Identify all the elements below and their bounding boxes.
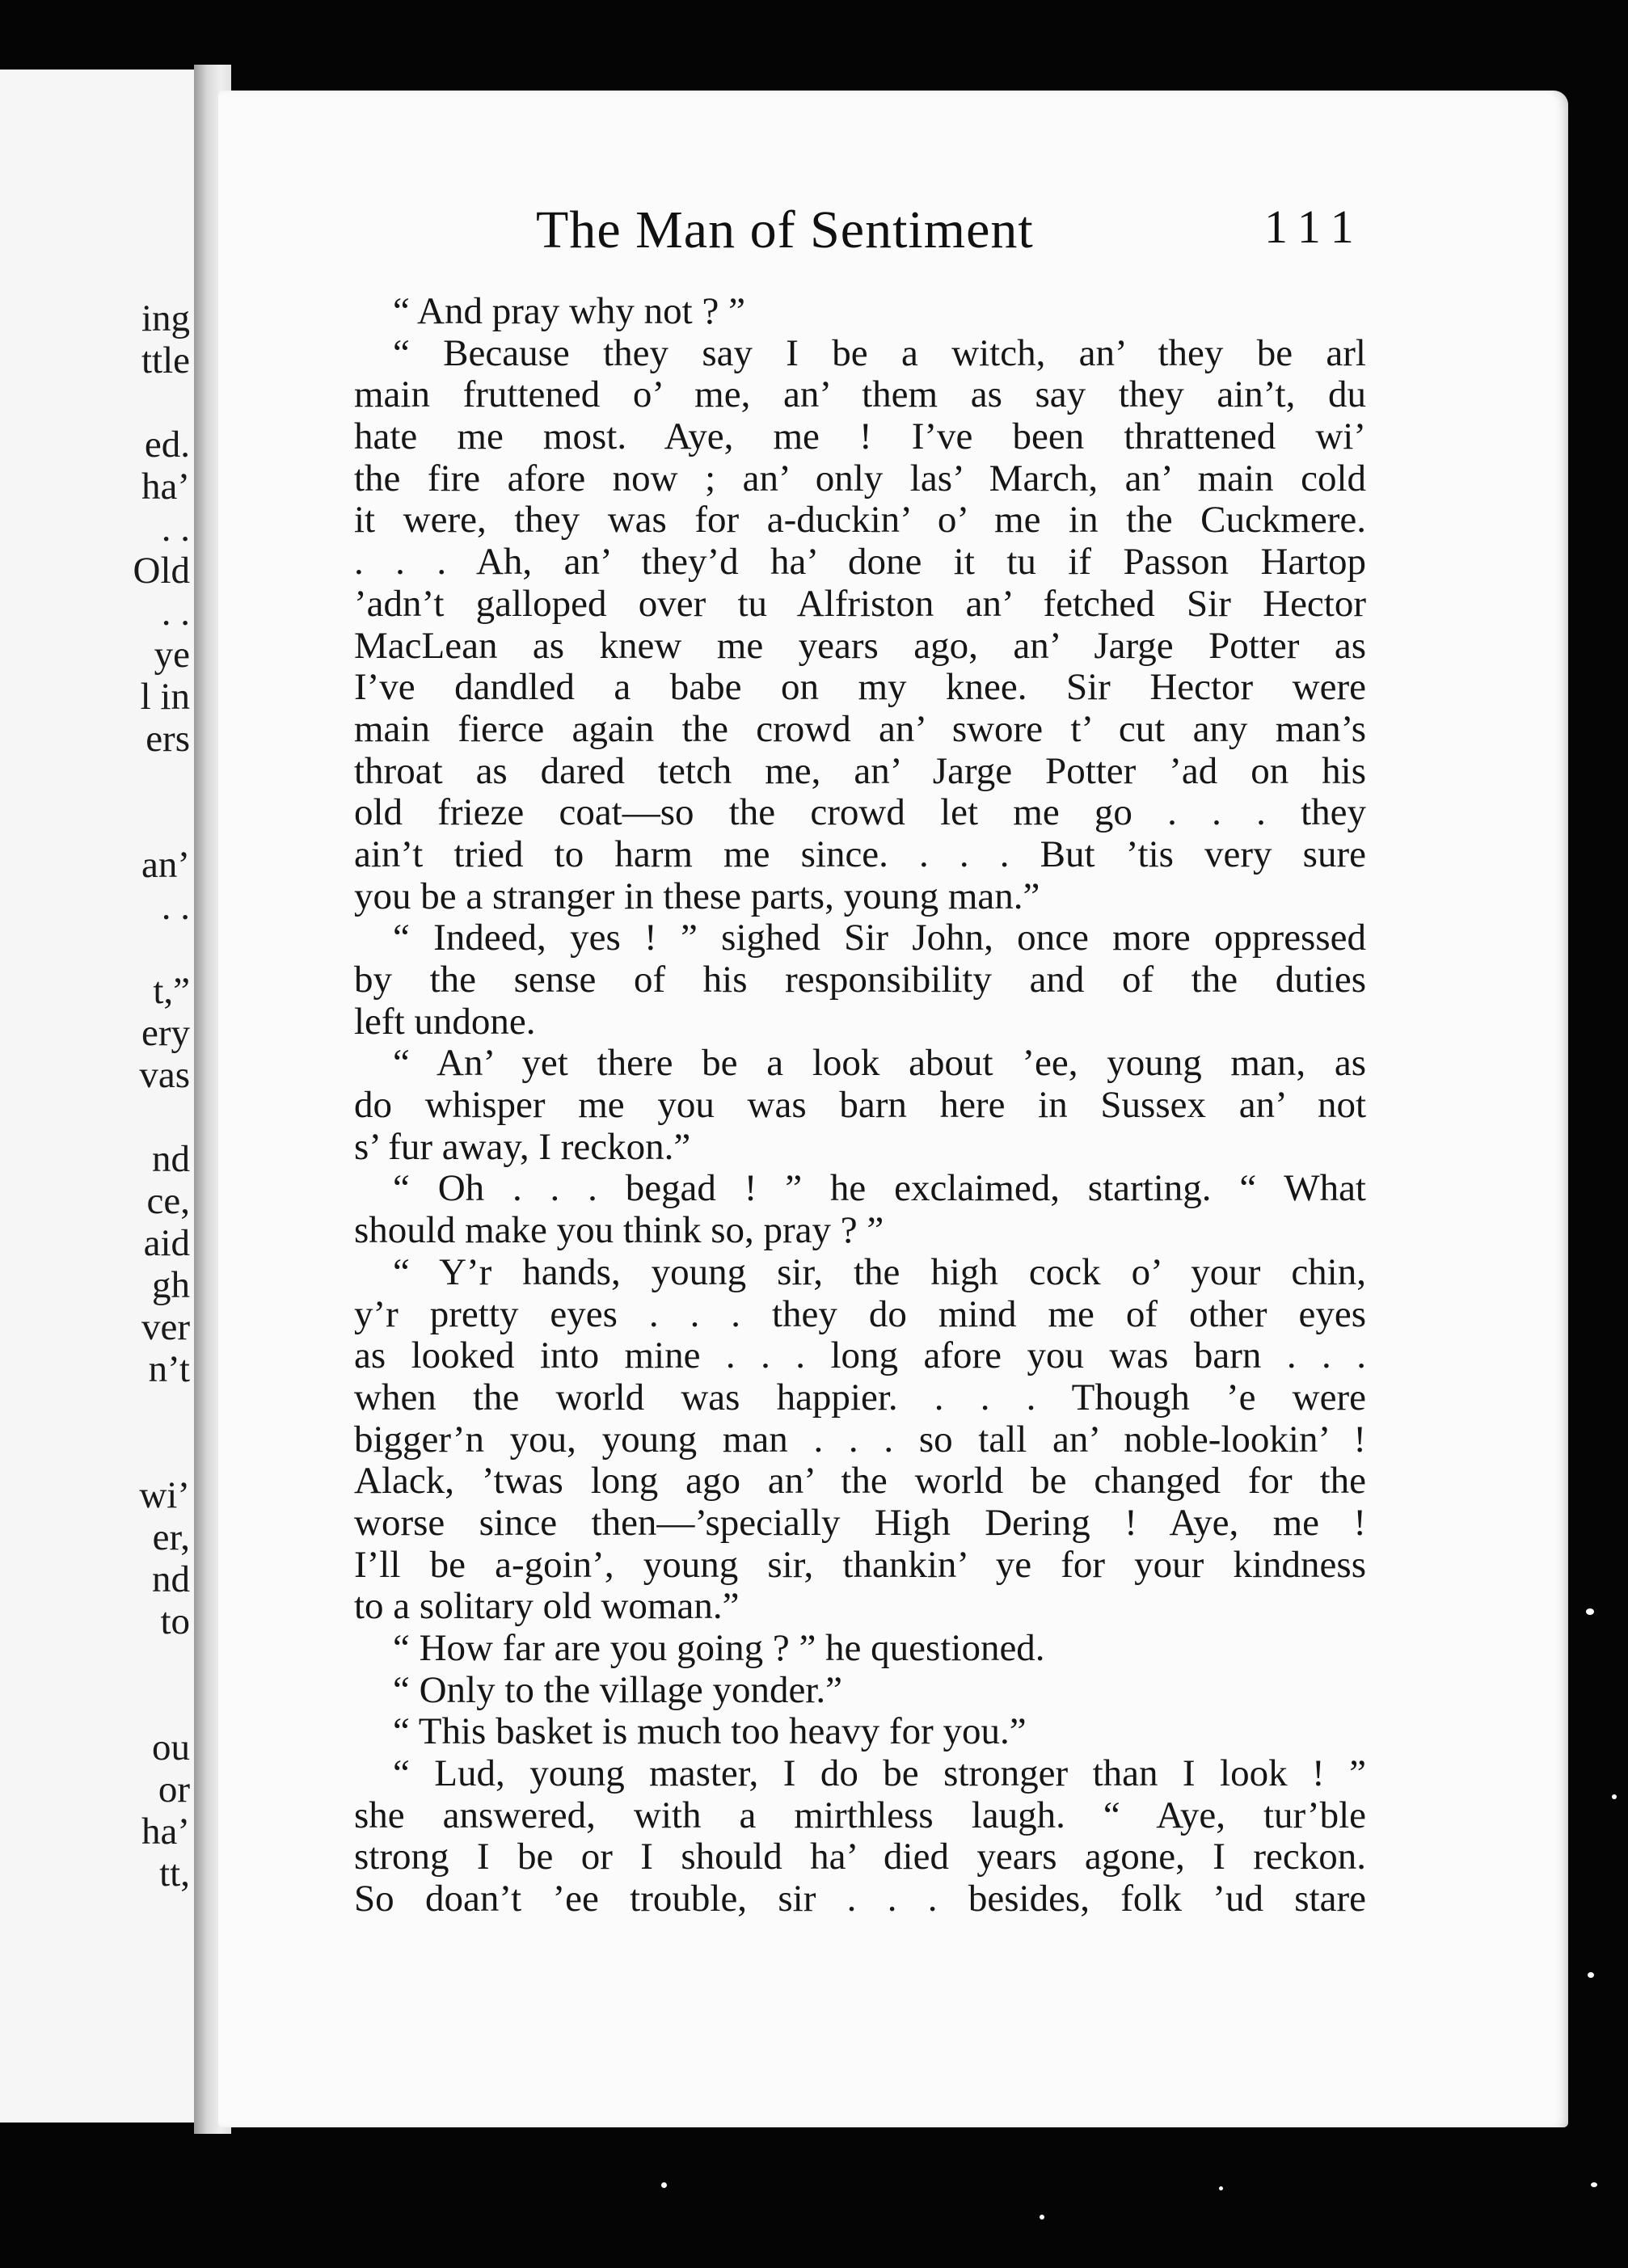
text-line: old frieze coat—so the crowd let me go . . . they [354,791,1366,834]
text-line: throat as dared tetch me, an’ Jarge Potter ’ad on his [354,749,1366,792]
text-line: strong I be or I should ha’ died years agone, I reckon. [354,1836,1366,1878]
left-page-fragment: er, [152,1516,190,1558]
running-header [218,200,1572,272]
left-page-fragment: ers [146,718,190,760]
text-line: hate me most. Aye, me ! I’ve been thrattened wi’ [354,415,1366,458]
page-number: 111 [1264,200,1365,253]
left-page-fragment: to [160,1600,190,1642]
left-page-fragment: aid [143,1222,190,1264]
left-page-fragment: an’ [141,844,190,886]
dust-speck [1588,1972,1594,1978]
left-page-fragment: ver [141,1306,190,1348]
text-line: when the world was happier. . . . Though ’e were [354,1376,1366,1419]
text-line: you be a stranger in these parts, young man.” [354,875,1040,917]
dust-speck [1591,2182,1597,2187]
text-line: “ An’ yet there be a look about ’ee, young man, as [393,1042,1366,1085]
left-page-fragment: ha’ [141,466,190,508]
text-line: do whisper me you was barn here in Sussex an’ not [354,1084,1366,1127]
text-line: I’ve dandled a babe on my knee. Sir Hector were [354,666,1366,709]
left-page-fragment: wi’ [139,1474,190,1516]
left-page-edge [0,70,199,2123]
text-line: main fruttened o’ me, an’ them as say they ain’t, du [354,373,1366,416]
text-line: “ Only to the village yonder.” [393,1668,843,1711]
dust-speck [1219,2186,1223,2190]
left-page-fragment: ttle [141,339,190,382]
left-page-fragment: nd [152,1138,190,1180]
left-page-fragment: or [158,1768,190,1811]
text-line: “ Y’r hands, young sir, the high cock o’ your chin, [393,1250,1366,1293]
right-page [218,91,1568,2127]
dust-speck [1040,2215,1044,2220]
text-line: by the sense of his responsibility and of the duties [354,959,1366,1001]
text-line: “ And pray why not ? ” [393,290,745,332]
text-line: to a solitary old woman.” [354,1585,740,1628]
text-line: as looked into mine . . . long afore you was barn . . . [354,1334,1366,1377]
text-line: “ Oh . . . begad ! ” he exclaimed, starting. “ What [393,1167,1366,1210]
text-line: “ How far are you going ? ” he questioned. [393,1627,1045,1669]
left-page-fragment: ery [141,1012,190,1054]
left-page-fragment: Old [133,550,190,592]
dust-speck [661,2182,667,2188]
text-line: left undone. [354,1000,536,1043]
left-page-fragment: nd [152,1558,190,1600]
text-line: MacLean as knew me years ago, an’ Jarge Potter as [354,624,1366,667]
running-title: The Man of Sentiment [536,200,1034,259]
text-line: “ Because they say I be a witch, an’ they be arl [393,331,1366,374]
left-page-fragment: gh [152,1264,190,1306]
left-page-fragment: . . [161,592,190,634]
left-page-fragment: ing [141,297,190,339]
body-text [354,291,1366,1920]
text-line: s’ fur away, I reckon.” [354,1125,691,1168]
left-page-fragment: ou [152,1726,190,1768]
left-page-fragment: tt, [159,1853,190,1895]
dust-speck [1612,1794,1617,1799]
left-page-fragment: ed. [144,424,190,466]
text-line: worse since then—’specially High Dering ! Aye, me ! [354,1501,1366,1544]
text-line: should make you think so, pray ? ” [354,1209,884,1252]
text-line: ’adn’t galloped over tu Alfriston an’ fetched Sir Hector [354,582,1366,625]
text-line: bigger’n you, young man . . . so tall an’ noble-lookin’ ! [354,1418,1366,1461]
left-page-fragment: n’t [148,1348,190,1390]
left-page-fragment: . . [161,508,190,550]
left-page-fragment: l in [140,676,190,718]
text-line: . . . Ah, an’ they’d ha’ done it tu if Passon Hartop [354,541,1366,584]
text-line: she answered, with a mirthless laugh. “ Aye, tur’ble [354,1794,1366,1836]
text-line: main fierce again the crowd an’ swore t’ cut any man’s [354,707,1366,750]
left-page-fragment: vas [139,1054,190,1096]
text-line: ain’t tried to harm me since. . . . But ’tis very sure [354,833,1366,875]
text-line: the fire afore now ; an’ only las’ March, an’ main cold [354,457,1366,500]
text-line: So doan’t ’ee trouble, sir . . . besides, folk ’ud stare [354,1878,1366,1920]
left-page-fragment: t,” [153,970,190,1012]
left-page-fragment: ha’ [141,1811,190,1853]
left-page-fragment: ce, [146,1180,190,1222]
dust-speck [1586,1608,1594,1615]
text-line: Alack, ’twas long ago an’ the world be changed for the [354,1460,1366,1503]
text-line: it were, they was for a-duckin’ o’ me in the Cuckmere. [354,499,1366,542]
text-line: “ Indeed, yes ! ” sighed Sir John, once more oppressed [393,917,1366,959]
left-page-fragment: ye [154,634,190,676]
text-line: “ Lud, young master, I do be stronger than I look ! ” [393,1752,1366,1795]
left-page-fragment: . . [161,886,190,928]
text-line: “ This basket is much too heavy for you.” [393,1710,1027,1753]
text-line: y’r pretty eyes . . . they do mind me of other eyes [354,1292,1366,1335]
text-line: I’ll be a-goin’, young sir, thankin’ ye for your kindness [354,1543,1366,1586]
